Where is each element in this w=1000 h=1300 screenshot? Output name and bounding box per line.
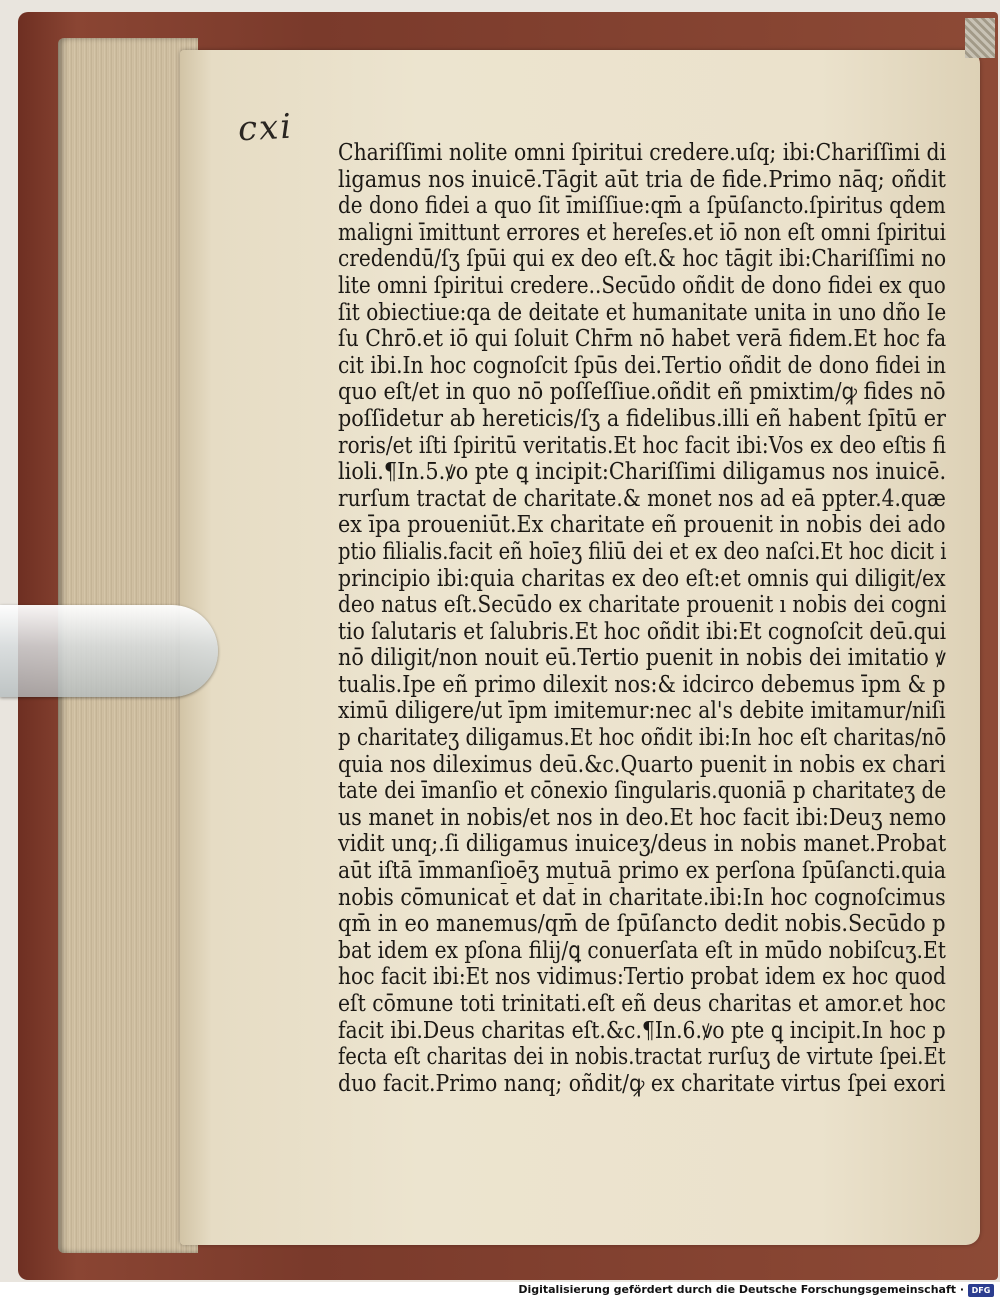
text-line: duo facit.Primo nanq; oñdit/ꝙ ex charitate virtus ſpei exori bbox=[338, 1070, 946, 1097]
text-line: lite omni ſpiritui credere..Secūdo oñdit de dono fidei ex quo bbox=[338, 272, 946, 299]
text-line: nobis cōmunicat̄ et dat̄ in charitate.ibi:In hoc cognoſcimus bbox=[338, 884, 946, 911]
ribbon-marker bbox=[965, 18, 995, 58]
text-line: ligamus nos inuicē.Tāgit aūt tria de fide.Primo nāq; oñdit bbox=[338, 166, 946, 193]
text-line: credendū/ſʒ ſpūi qui ex deo eſt.& hoc tāgit ibi:Chariſſimi no bbox=[338, 246, 947, 273]
text-line: qm̄ in eo manemus/qm̄ de ſpūſancto dedit nobis.Secūdo p bbox=[338, 911, 946, 938]
text-line: poſſidetur ab hereticis/ſʒ a fidelibus.illi eñ habent ſpītū er bbox=[338, 405, 946, 432]
text-line: tualis.Ipe eñ primo dilexit nos:& idcirco debemus īpm & p bbox=[338, 671, 946, 698]
text-line: ſit obiectiue:qa de deitate et humanitate unita in uno dño Ie bbox=[338, 299, 947, 326]
text-line: quia nos dileximus deū.&c.Quarto puenit in nobis ex chari bbox=[338, 751, 946, 778]
funding-notice: Digitalisierung gefördert durch die Deutsche Forschungsgemeinschaft · bbox=[518, 1283, 964, 1296]
text-line: maligni īmittunt errores et hereſes.et iō non eſt omni ſpiritui bbox=[338, 219, 946, 246]
text-line: facit ibi.Deus charitas eſt.&c.¶In.6.ꝟo pte ꝗ incipit.In hoc p bbox=[338, 1017, 946, 1044]
text-line: ptio filialis.facit eñ hoīeʒ filiū dei et ex deo naſci.Et hoc dicit i bbox=[338, 538, 947, 565]
dfg-logo-icon: DFG bbox=[968, 1284, 994, 1297]
text-line: us manet in nobis/et nos in deo.Et hoc facit ibi:Deuʒ nemo bbox=[338, 804, 947, 831]
text-line: nō diligit/non nouit eū.Tertio puenit in nobis dei imitatio ꝟ bbox=[338, 645, 946, 672]
page-text bbox=[338, 140, 948, 1097]
folio-number: cxi bbox=[236, 106, 295, 150]
text-line: deo natus eſt.Secūdo ex charitate prouenit ı nobis dei cogni bbox=[338, 592, 947, 619]
text-line: tate dei īmanſio et cōnexio ſingularis.quoniā p charitateʒ de bbox=[338, 778, 947, 805]
text-line: hoc facit ibi:Et nos vidimus:Tertio probat idem ex hoc quod bbox=[338, 964, 946, 991]
text-line: quo eſt/et in quo nō poſſeſſiue.oñdit eñ pmixtim/ꝙ fides nō bbox=[338, 379, 946, 406]
text-line: lioli.¶In.5.ꝟo pte ꝗ incipit:Chariſſimi diligamus nos inuicē. bbox=[338, 459, 947, 486]
text-line: bat idem ex pſona filij/ꝗ conuerſata eſt in mūdo nobiſcuʒ.Et bbox=[338, 937, 946, 964]
text-line: cit ibi.In hoc cognoſcit ſpūs dei.Tertio oñdit de dono fidei in bbox=[338, 352, 947, 379]
plastic-bookmark bbox=[0, 605, 218, 697]
text-line: ximū diligere/ut īpm imitemur:nec al's debite imitamur/niſi bbox=[338, 698, 946, 725]
text-line: ex īpa proueniūt.Ex charitate eñ prouenit in nobis dei ado bbox=[338, 512, 946, 539]
text-line: eſt cōmune toti trinitati.eſt eñ deus charitas et amor.et hoc bbox=[338, 991, 946, 1017]
footer-bar bbox=[0, 1282, 1000, 1300]
text-line: tio ſalutaris et ſalubris.Et hoc oñdit ibi:Et cognoſcit deū.qui bbox=[338, 618, 947, 645]
text-line: fecta eſt charitas dei in nobis.tractat rurſuʒ de virtute ſpei.Et bbox=[338, 1044, 946, 1071]
text-line: de dono fidei a quo ſit īmiſſiue:qm̄ a ſpūſancto.ſpiritus qdem bbox=[338, 193, 946, 220]
text-line: p charitateʒ diligamus.Et hoc oñdit ibi:In hoc eſt charitas/nō bbox=[338, 725, 947, 752]
text-line: roris/et iſti ſpiritū veritatis.Et hoc facit ibi:Vos ex deo eſtis fi bbox=[338, 432, 947, 459]
text-line: aūt iſtā īmmanſioēʒ mutuā primo ex perſona ſpūſancti.quia bbox=[338, 858, 946, 885]
text-line: Chariſſimi nolite omni ſpiritui credere.uſq; ibi:Chariſſimi di bbox=[338, 140, 947, 166]
text-line: vidit unq;.ſi diligamus inuiceʒ/deus in nobis manet.Probat bbox=[338, 831, 947, 858]
text-line: ſu Chrō.et iō qui ſoluit Chr̄m nō habet verā fidem.Et hoc fa bbox=[338, 326, 947, 353]
text-line: rurſum tractat de charitate.& monet nos ad eā ppter.4.quæ bbox=[338, 485, 946, 512]
text-line: principio ibi:quia charitas ex deo eſt:et omnis qui diligit/ex bbox=[338, 565, 946, 592]
